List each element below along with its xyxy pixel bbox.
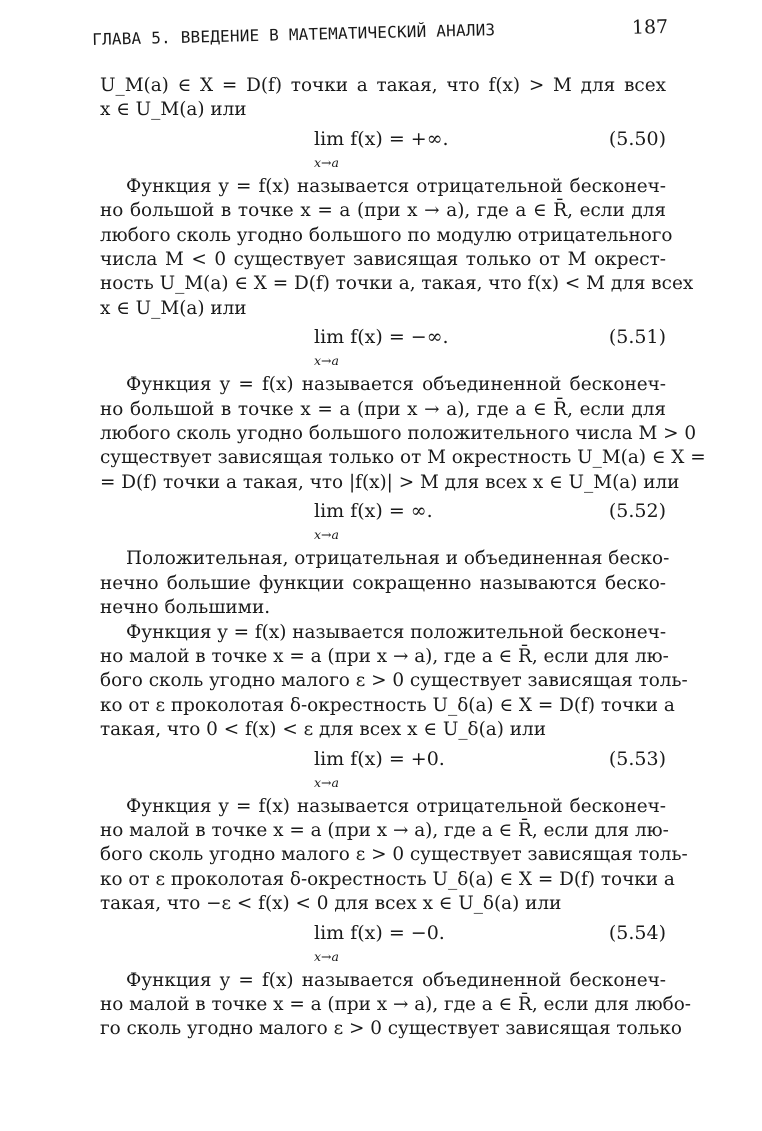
- formula-limit-subscript: x→a: [314, 774, 339, 790]
- text-line: нечно большими.: [100, 597, 271, 619]
- display-formula: [100, 497, 666, 547]
- formula-limit-subscript: x→a: [314, 353, 339, 369]
- text-line: ко от ε проколотая δ-окрестность U_δ(a) ∈ X = D(f) точки a: [100, 694, 675, 716]
- text-line: Функция y = f(x) называется положительной бесконеч-: [126, 621, 667, 643]
- text-line: но малой в точке x = a (при x → a), где a ∈ R̄, если для лю-: [100, 819, 669, 841]
- text-line: бого сколь угодно малого ε > 0 существует зависящая толь-: [100, 844, 688, 866]
- text-line: x ∈ U_M(a) или: [100, 297, 247, 319]
- text-line: такая, что 0 < f(x) < ε для всех x ∈ U_δ(a) или: [100, 719, 546, 741]
- formula-expression: lim f(x) = +∞.: [314, 127, 449, 150]
- formula-expression: lim f(x) = −∞.: [314, 326, 449, 349]
- running-title: ГЛАВА 5. ВВЕДЕНИЕ В МАТЕМАТИЧЕСКИЙ АНАЛИЗ: [92, 20, 496, 49]
- page-number: 187: [631, 15, 669, 39]
- formula-expression: lim f(x) = ∞.: [314, 500, 433, 523]
- text-line: но большой в точке x = a (при x → a), где a ∈ R̄, если для: [100, 200, 666, 222]
- page-body: [100, 74, 706, 1042]
- text-line: бого сколь угодно малого ε > 0 существует зависящая толь-: [100, 670, 688, 692]
- display-formula: [100, 125, 666, 175]
- paragraph: [100, 74, 666, 123]
- text-line: такая, что −ε < f(x) < 0 для всех x ∈ U_δ(a) или: [100, 893, 562, 915]
- formula-expression: lim f(x) = +0.: [314, 747, 445, 770]
- text-line: = D(f) точки a такая, что |f(x)| > M для всех x ∈ U_M(a) или: [100, 471, 680, 493]
- equation-number: (5.51): [608, 326, 666, 349]
- text-line: Функция y = f(x) называется объединенной бесконеч-: [126, 969, 666, 991]
- text-line: x ∈ U_M(a) или: [100, 99, 247, 121]
- text-line: ко от ε проколотая δ-окрестность U_δ(a) ∈ X = D(f) точки a: [100, 868, 675, 890]
- paragraph: [100, 795, 688, 917]
- formula-limit-subscript: x→a: [314, 527, 339, 543]
- text-line: Функция y = f(x) называется отрицательной бесконеч-: [126, 795, 666, 817]
- text-line: любого сколь угодно большого положительного числа M > 0: [100, 423, 697, 445]
- text-line: Функция y = f(x) называется отрицательной бесконеч-: [126, 175, 666, 197]
- formula-limit-subscript: x→a: [314, 948, 339, 964]
- text-line: но большой в точке x = a (при x → a), где a ∈ R̄, если для: [100, 398, 666, 420]
- formula-limit-subscript: x→a: [314, 154, 339, 170]
- display-formula: [100, 919, 666, 969]
- display-formula: [100, 745, 666, 795]
- formula-expression: lim f(x) = −0.: [314, 921, 445, 944]
- text-line: но малой в точке x = a (при x → a), где a ∈ R̄, если для лю-: [100, 645, 669, 667]
- equation-number: (5.50): [608, 127, 666, 150]
- text-line: нечно большие функции сокращенно называются беско-: [100, 572, 666, 594]
- equation-number: (5.52): [608, 500, 666, 523]
- paragraph: [100, 373, 706, 495]
- text-line: но малой в точке x = a (при x → a), где a ∈ R̄, если для любо-: [100, 993, 691, 1015]
- text-line: го сколь угодно малого ε > 0 существует зависящая только: [100, 1018, 682, 1040]
- text-line: числа M < 0 существует зависящая только от M окрест-: [100, 249, 666, 271]
- text-line: любого сколь угодно большого по модулю отрицательного: [100, 224, 673, 246]
- equation-number: (5.54): [608, 921, 666, 944]
- text-line: Функция y = f(x) называется объединенной бесконеч-: [126, 374, 666, 396]
- text-line: существует зависящая только от M окрестность U_M(a) ∈ X =: [100, 447, 706, 469]
- text-line: U_M(a) ∈ X = D(f) точки a такая, что f(x) > M для всех: [100, 75, 666, 96]
- paragraph: [100, 969, 691, 1042]
- paragraph: [100, 547, 670, 620]
- paragraph: [100, 621, 688, 743]
- text-line: ность U_M(a) ∈ X = D(f) точки a, такая, что f(x) < M для всех: [100, 273, 694, 295]
- display-formula: [100, 323, 666, 373]
- text-line: Положительная, отрицательная и объединенная беско-: [126, 548, 670, 570]
- paragraph: [100, 175, 694, 321]
- equation-number: (5.53): [608, 747, 666, 770]
- running-header: [92, 16, 668, 52]
